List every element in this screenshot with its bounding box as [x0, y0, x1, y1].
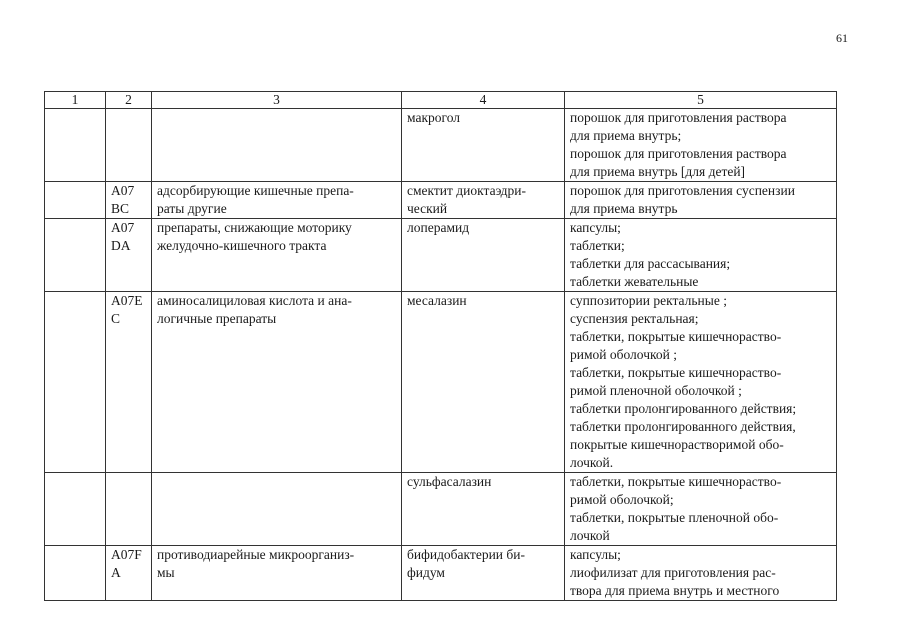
- group-name-cell: [152, 292, 402, 473]
- column-header: 1: [45, 92, 106, 109]
- cell-text-line: DA: [111, 238, 131, 253]
- column-header: 5: [565, 92, 837, 109]
- cell-text-line: таблетки, покрытые кишечнораство-: [570, 365, 782, 380]
- column-header: 3: [152, 92, 402, 109]
- table-row: [45, 546, 837, 601]
- cell-text-line: месалазин: [407, 293, 467, 308]
- drug-name-cell: [402, 182, 565, 219]
- cell-text-line: таблетки;: [570, 238, 625, 253]
- cell-text-line: лиофилизат для приготовления рас-: [570, 565, 776, 580]
- row-blank-cell: [45, 546, 106, 601]
- cell-text-line: порошок для приготовления раствора: [570, 110, 787, 125]
- group-name-cell: [152, 219, 402, 292]
- cell-text-line: лочкой.: [570, 455, 614, 470]
- cell-text-line: римой пленочной оболочкой ;: [570, 383, 742, 398]
- cell-text-line: таблетки, покрытые пленочной обо-: [570, 510, 779, 525]
- cell-text-line: римой оболочкой ;: [570, 347, 677, 362]
- cell-text-line: A07: [111, 183, 135, 198]
- group-name-cell: [152, 473, 402, 546]
- cell-text-line: для приема внутрь: [570, 201, 678, 216]
- cell-text-line: A07: [111, 220, 135, 235]
- dosage-forms-cell: [565, 219, 837, 292]
- atc-code-cell: [106, 182, 152, 219]
- cell-text-line: таблетки для рассасывания;: [570, 256, 731, 271]
- cell-text-line: порошок для приготовления раствора: [570, 146, 787, 161]
- cell-text-line: таблетки жевательные: [570, 274, 699, 289]
- cell-text-line: для приема внутрь [для детей]: [570, 164, 746, 179]
- row-blank-cell: [45, 219, 106, 292]
- drug-name-cell: [402, 219, 565, 292]
- cell-text-line: смектит диоктаэдри-: [407, 183, 527, 198]
- table-row: [45, 219, 837, 292]
- row-blank-cell: [45, 473, 106, 546]
- cell-text-line: A07F: [111, 547, 142, 562]
- dosage-forms-cell: [565, 292, 837, 473]
- column-header: 2: [106, 92, 152, 109]
- cell-text-line: для приема внутрь;: [570, 128, 682, 143]
- cell-text-line: капсулы;: [570, 547, 621, 562]
- cell-text-line: мы: [157, 565, 175, 580]
- group-name-cell: [152, 546, 402, 601]
- dosage-forms-cell: [565, 473, 837, 546]
- cell-text-line: лоперамид: [407, 220, 470, 235]
- cell-text-line: покрытые кишечнорастворимой обо-: [570, 437, 784, 452]
- cell-text-line: ческий: [407, 201, 448, 216]
- atc-code-cell: [106, 219, 152, 292]
- cell-text-line: суппозитории ректальные ;: [570, 293, 727, 308]
- cell-text-line: фидум: [407, 565, 445, 580]
- table-row: [45, 182, 837, 219]
- cell-text-line: противодиарейные микроорганиз-: [157, 547, 355, 562]
- table-header-row: [45, 92, 837, 109]
- cell-text-line: лочкой: [570, 528, 610, 543]
- cell-text-line: таблетки, покрытые кишечнораство-: [570, 474, 782, 489]
- cell-text-line: таблетки пролонгированного действия,: [570, 419, 796, 434]
- cell-text-line: порошок для приготовления суспензии: [570, 183, 795, 198]
- drug-name-cell: [402, 292, 565, 473]
- group-name-cell: [152, 109, 402, 182]
- page-number: 61: [836, 31, 848, 45]
- cell-text-line: таблетки пролонгированного действия;: [570, 401, 797, 416]
- cell-text-line: бифидобактерии би-: [407, 547, 525, 562]
- cell-text-line: суспензия ректальная;: [570, 311, 699, 326]
- drug-name-cell: [402, 546, 565, 601]
- cell-text-line: твора для приема внутрь и местного: [570, 583, 780, 598]
- dosage-forms-cell: [565, 182, 837, 219]
- cell-text-line: капсулы;: [570, 220, 621, 235]
- drug-name-cell: [402, 109, 565, 182]
- cell-text-line: BC: [111, 201, 130, 216]
- cell-text-line: сульфасалазин: [407, 474, 492, 489]
- cell-text-line: A: [111, 565, 121, 580]
- column-header: 4: [402, 92, 565, 109]
- drug-table: [44, 91, 837, 601]
- dosage-forms-cell: [565, 109, 837, 182]
- atc-code-cell: [106, 292, 152, 473]
- row-blank-cell: [45, 292, 106, 473]
- cell-text-line: раты другие: [157, 201, 227, 216]
- atc-code-cell: [106, 473, 152, 546]
- cell-text-line: логичные препараты: [157, 311, 277, 326]
- table-row: [45, 292, 837, 473]
- cell-text-line: римой оболочкой;: [570, 492, 674, 507]
- cell-text-line: адсорбирующие кишечные препа-: [157, 183, 354, 198]
- dosage-forms-cell: [565, 546, 837, 601]
- row-blank-cell: [45, 182, 106, 219]
- cell-text-line: таблетки, покрытые кишечнораство-: [570, 329, 782, 344]
- drug-name-cell: [402, 473, 565, 546]
- group-name-cell: [152, 182, 402, 219]
- cell-text-line: макрогол: [407, 110, 461, 125]
- atc-code-cell: [106, 109, 152, 182]
- cell-text-line: желудочно-кишечного тракта: [157, 238, 327, 253]
- cell-text-line: C: [111, 311, 121, 326]
- table-row: [45, 109, 837, 182]
- row-blank-cell: [45, 109, 106, 182]
- cell-text-line: A07E: [111, 293, 143, 308]
- cell-text-line: аминосалициловая кислота и ана-: [157, 293, 352, 308]
- atc-code-cell: [106, 546, 152, 601]
- table-row: [45, 473, 837, 546]
- cell-text-line: препараты, снижающие моторику: [157, 220, 352, 235]
